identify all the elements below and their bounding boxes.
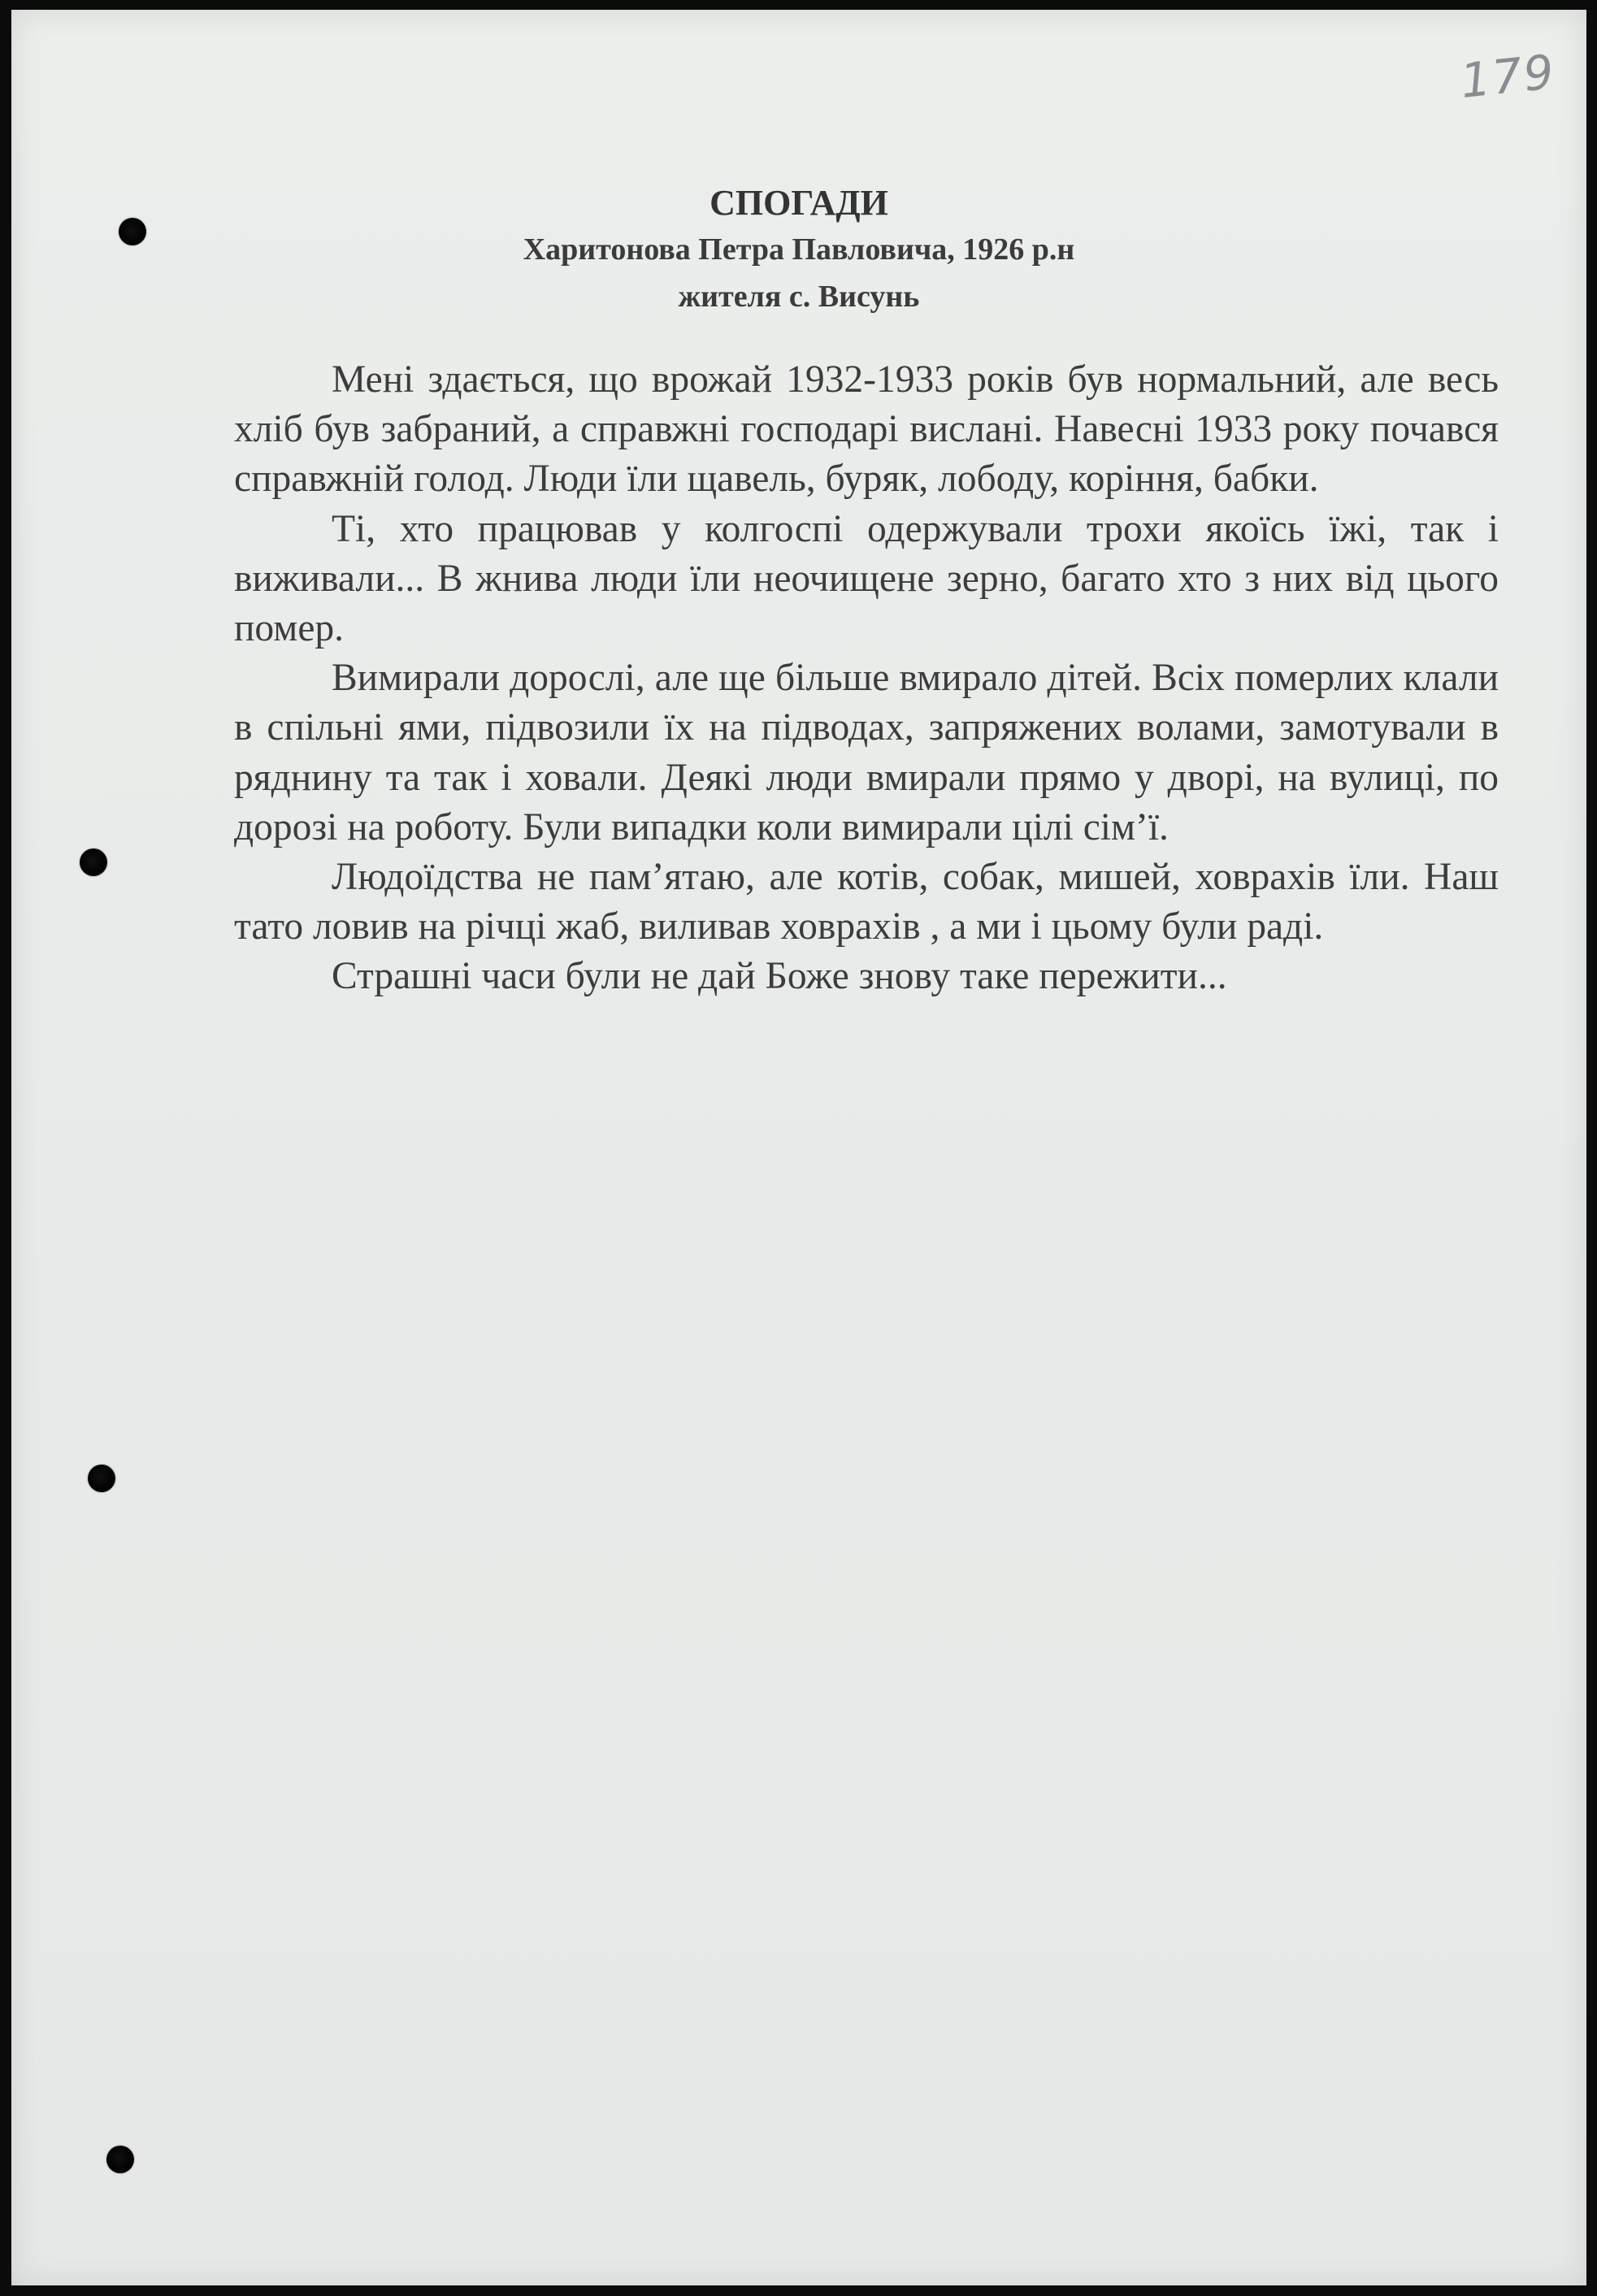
paragraph: Вимирали дорослі, але ще більше вмирало дітей. Всіх померлих клали в спільні ями, підвозили їх на підводах, запряжених волами, замотували в ряднину та так і ховали. Деякі люди вмирали прямо у дворі, на вулиці, по дорозі на роботу. Були випадки коли вимирали цілі сім’ї. xyxy=(234,657,1499,849)
document-body xyxy=(234,355,1499,1002)
paragraph: Ті, хто працював у колгоспі одержували трохи якоїсь їжі, так і виживали... В жнива люди їли неочищене зерно, багато хто з них від цього помер. xyxy=(234,507,1499,650)
punch-hole-3 xyxy=(88,1465,115,1492)
paragraph: Мені здається, що врожай 1932-1933 років був нормальний, але весь хліб був забраний, а справжні господарі вислані. Навесні 1933 року почався справжній голод. Люди їли щавель, буряк, лободу, коріння, бабки. xyxy=(234,358,1499,501)
document-title: СПОГАДИ xyxy=(710,183,888,223)
author-residence: жителя с. Висунь xyxy=(678,280,920,314)
document-page xyxy=(11,10,1586,2285)
paragraph: Людоїдства не пам’ятаю, але котів, собак, мишей, ховрахів їли. Наш тато ловив на річці жаб, виливав ховрахів , а ми і цьому були раді. xyxy=(234,856,1499,948)
handwritten-page-number: 179 xyxy=(1458,44,1559,109)
punch-hole-2 xyxy=(80,849,107,876)
document-header xyxy=(93,180,1586,320)
paragraph: Страшні часи були не дай Боже знову таке пережити... xyxy=(332,955,1227,998)
author-name: Харитонова Петра Павловича, 1926 р.н xyxy=(523,232,1075,267)
punch-hole-4 xyxy=(106,2146,134,2173)
